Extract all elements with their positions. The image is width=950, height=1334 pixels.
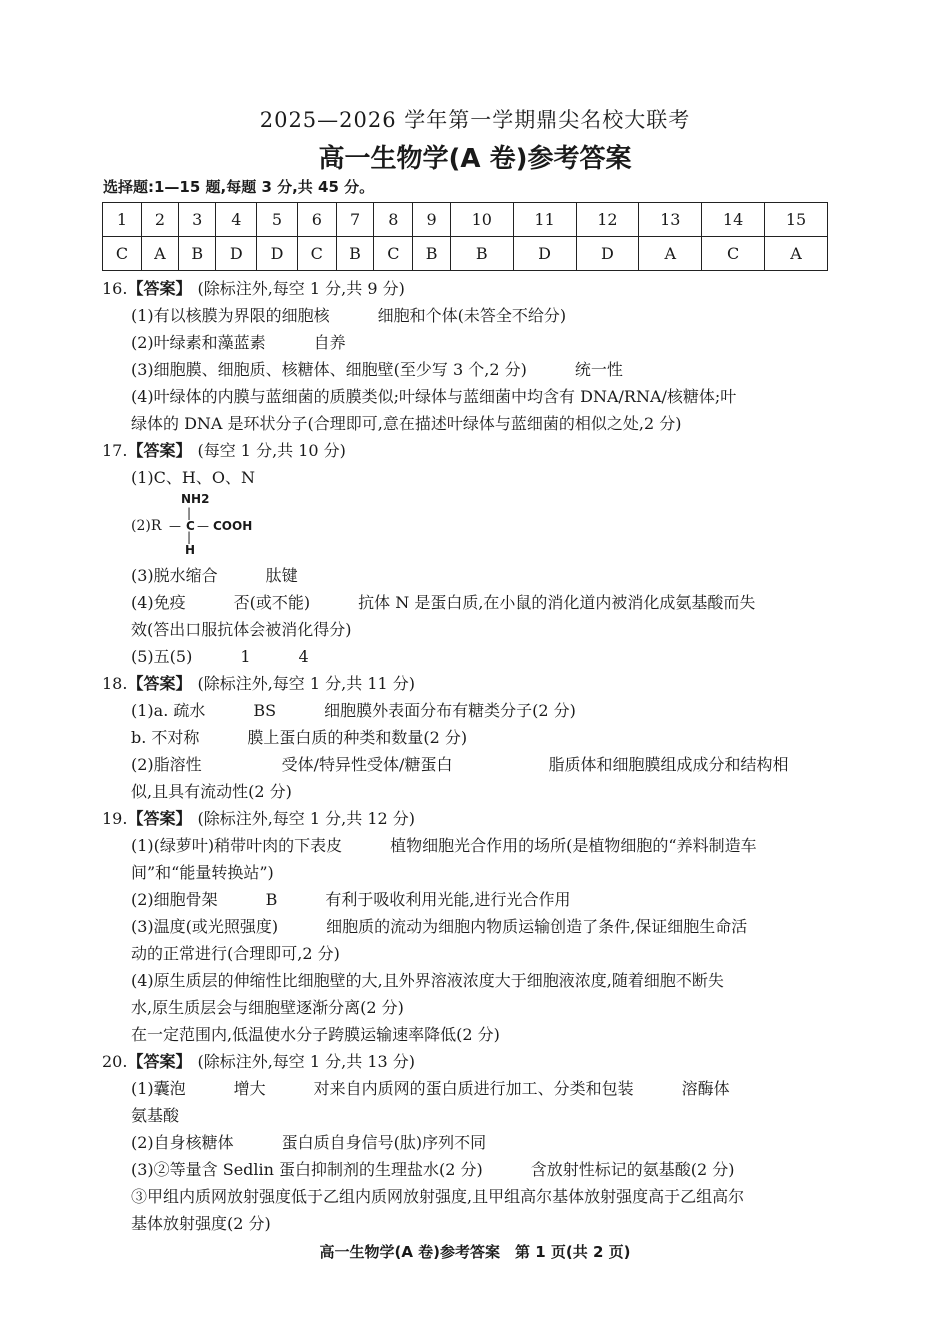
- answer-cell: C: [374, 237, 413, 271]
- answer-line: 在一定范围内,低温使水分子跨膜运输速率降低(2 分): [131, 1025, 500, 1044]
- question-number-cell: 9: [413, 203, 451, 237]
- answer-line: 动的正常进行(合理即可,2 分): [131, 944, 340, 963]
- formula-c: C: [186, 519, 195, 533]
- answer-tag: 【答案】: [127, 674, 192, 693]
- answer-line: (1)囊泡 增大 对来自内质网的蛋白质进行加工、分类和包装 溶酶体: [131, 1079, 730, 1098]
- answer-line: (1)有以核膜为界限的细胞核 细胞和个体(未答全不给分): [131, 306, 567, 325]
- answer-table-number-row: [103, 203, 828, 237]
- answer-line: (2)脂溶性 受体/特异性受体/糖蛋白 脂质体和细胞膜组成成分和结构相: [131, 755, 789, 774]
- answer-tag: 【答案】: [127, 441, 192, 460]
- question-heading: [102, 440, 346, 462]
- answer-cell: B: [336, 237, 374, 271]
- choice-intro: 选择题:1—15 题,每题 3 分,共 45 分。: [103, 178, 375, 196]
- question-number-cell: 1: [103, 203, 142, 237]
- formula-dash-right: —: [197, 519, 209, 533]
- answer-line: 氨基酸: [131, 1106, 180, 1125]
- formula-nh2: NH2: [181, 492, 210, 506]
- answer-cell: A: [141, 237, 178, 271]
- answer-line: (2)自身核糖体 蛋白质自身信号(肽)序列不同: [131, 1133, 487, 1152]
- formula-h: H: [185, 543, 196, 557]
- question-number-cell: 11: [513, 203, 576, 237]
- question-number: 20.: [102, 1052, 128, 1071]
- answer-cell: D: [513, 237, 576, 271]
- formula-bond-top: |: [187, 506, 192, 520]
- answer-line: (2)叶绿素和藻蓝素 自养: [131, 333, 346, 352]
- formula-r: (2)R: [131, 518, 162, 534]
- answer-line: 基体放射强度(2 分): [131, 1214, 271, 1233]
- amino-acid-formula: [131, 492, 291, 558]
- answer-line: (2)细胞骨架 B 有利于吸收利用光能,进行光合作用: [131, 890, 571, 909]
- answer-cell: B: [178, 237, 216, 271]
- answer-line: 似,且具有流动性(2 分): [131, 782, 292, 801]
- formula-dash-left: —: [169, 519, 181, 533]
- answer-line: (3)温度(或光照强度) 细胞质的流动为细胞内物质运输创造了条件,保证细胞生命活: [131, 917, 748, 936]
- answer-line: 效(答出口服抗体会被消化得分): [131, 620, 352, 639]
- answer-cell: D: [576, 237, 639, 271]
- question-number-cell: 6: [297, 203, 336, 237]
- question-heading: [102, 278, 405, 300]
- scoring-note: (除标注外,每空 1 分,共 12 分): [197, 809, 416, 828]
- question-number-cell: 7: [336, 203, 374, 237]
- scoring-note: (每空 1 分,共 10 分): [197, 441, 346, 460]
- question-number-cell: 10: [450, 203, 513, 237]
- answer-line: (4)原生质层的伸缩性比细胞壁的大,且外界溶液浓度大于细胞液浓度,随着细胞不断失: [131, 971, 724, 990]
- question-number-cell: 15: [764, 203, 827, 237]
- answer-line: (3)细胞膜、细胞质、核糖体、细胞壁(至少写 3 个,2 分) 统一性: [131, 360, 623, 379]
- answer-cell: A: [639, 237, 702, 271]
- scoring-note: (除标注外,每空 1 分,共 13 分): [197, 1052, 416, 1071]
- question-number: 19.: [102, 809, 128, 828]
- question-number-cell: 13: [639, 203, 702, 237]
- question-number-cell: 5: [257, 203, 298, 237]
- answer-line: (1)C、H、O、N: [131, 468, 255, 487]
- question-heading: [102, 1051, 415, 1073]
- question-number-cell: 14: [702, 203, 765, 237]
- answer-line: (1)a. 疏水 BS 细胞膜外表面分布有糖类分子(2 分): [131, 701, 576, 720]
- question-heading: [102, 808, 415, 830]
- exam-title: 2025—2026 学年第一学期鼎尖名校大联考: [259, 108, 691, 132]
- answer-cell: C: [297, 237, 336, 271]
- answer-line: (4)免疫 否(或不能) 抗体 N 是蛋白质,在小鼠的消化道内被消化成氨基酸而失: [131, 593, 756, 612]
- answer-cell: B: [450, 237, 513, 271]
- answer-tag: 【答案】: [127, 809, 192, 828]
- answer-table: [102, 202, 828, 271]
- question-number-cell: 4: [216, 203, 257, 237]
- question-heading: [102, 673, 415, 695]
- answer-line: (5)五(5) 1 4: [131, 647, 309, 666]
- answer-line: 绿体的 DNA 是环状分子(合理即可,意在描述叶绿体与蓝细菌的相似之处,2 分): [131, 414, 682, 433]
- scoring-note: (除标注外,每空 1 分,共 11 分): [197, 674, 416, 693]
- answer-cell: B: [413, 237, 451, 271]
- formula-bond-bottom: |: [187, 530, 192, 544]
- answer-table-answer-row: [103, 237, 828, 271]
- question-number-cell: 8: [374, 203, 413, 237]
- answer-cell: C: [702, 237, 765, 271]
- doc-title: 高一生物学(A 卷)参考答案: [318, 144, 632, 174]
- answer-cell: D: [216, 237, 257, 271]
- answer-line: (3)②等量含 Sedlin 蛋白抑制剂的生理盐水(2 分) 含放射性标记的氨基酸(2 分): [131, 1160, 735, 1179]
- answer-line: 间”和“能量转换站”): [131, 863, 274, 882]
- answer-line: (4)叶绿体的内膜与蓝细菌的质膜类似;叶绿体与蓝细菌中均含有 DNA/RNA/核糖体;叶: [131, 387, 737, 406]
- question-number: 17.: [102, 441, 128, 460]
- question-number: 18.: [102, 674, 128, 693]
- answer-cell: D: [257, 237, 298, 271]
- question-number: 16.: [102, 279, 128, 298]
- answer-line: (3)脱水缩合 肽键: [131, 566, 298, 585]
- question-number-cell: 3: [178, 203, 216, 237]
- answer-line: ③甲组内质网放射强度低于乙组内质网放射强度,且甲组高尔基体放射强度高于乙组高尔: [131, 1187, 745, 1206]
- scoring-note: (除标注外,每空 1 分,共 9 分): [197, 279, 405, 298]
- question-number-cell: 2: [141, 203, 178, 237]
- answer-cell: C: [103, 237, 142, 271]
- answer-line: (1)(绿萝叶)稍带叶肉的下表皮 植物细胞光合作用的场所(是植物细胞的“养料制造车: [131, 836, 757, 855]
- answer-line: 水,原生质层会与细胞壁逐渐分离(2 分): [131, 998, 404, 1017]
- answer-cell: A: [764, 237, 827, 271]
- answer-line: b. 不对称 膜上蛋白质的种类和数量(2 分): [131, 728, 468, 747]
- page-footer: 高一生物学(A 卷)参考答案 第 1 页(共 2 页): [319, 1243, 631, 1261]
- formula-cooh: COOH: [213, 519, 253, 533]
- answer-tag: 【答案】: [127, 1052, 192, 1071]
- question-number-cell: 12: [576, 203, 639, 237]
- answer-tag: 【答案】: [127, 279, 192, 298]
